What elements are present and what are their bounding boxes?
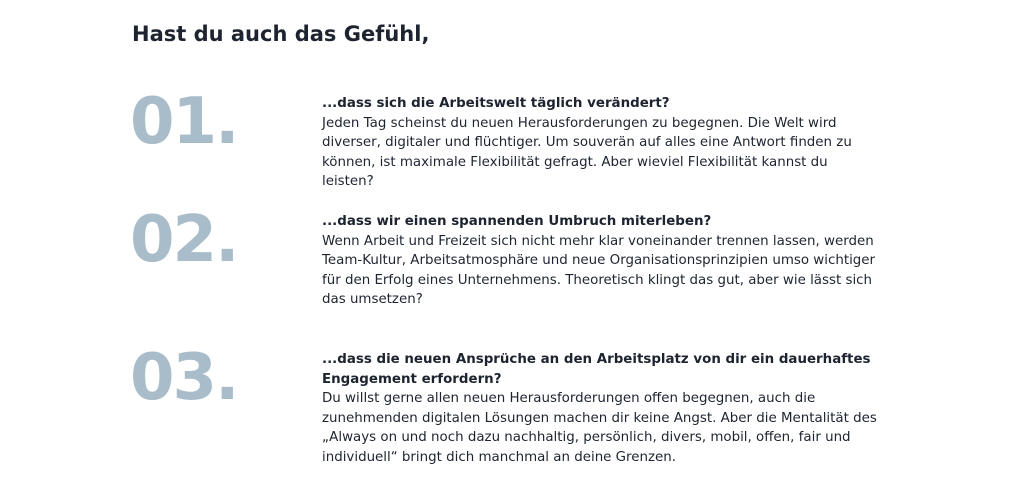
item-question: ...dass die neuen Ansprüche an den Arbeitsplatz von dir ein dauerhaftes Engagement erfordern? <box>322 352 871 387</box>
item-number: 01. <box>130 85 238 159</box>
item-text <box>322 212 882 310</box>
item-text <box>322 94 882 192</box>
item-body: Jeden Tag scheinst du neuen Herausforderungen zu begegnen. Die Welt wird diverser, digitaler und flüchtiger. Um souverän auf alles eine Antwort finden zu können, ist maximale Flexibilität gefragt. Aber wieviel Flexibilität kannst du leisten? <box>322 115 852 189</box>
item-question: ...dass sich die Arbeitswelt täglich verändert? <box>322 96 670 111</box>
item-body: Du willst gerne allen neuen Herausforderungen offen begegnen, auch die zunehmenden digitalen Lösungen machen dir keine Angst. Aber die Mentalität des „Always on und noch dazu nachhaltig, persönlich, divers, mobil, offen, fair und individuell“ bringt dich manchmal an deine Grenzen. <box>322 391 877 465</box>
item-question: ...dass wir einen spannenden Umbruch miterleben? <box>322 214 712 229</box>
item-number: 03. <box>130 341 238 415</box>
section-heading: Hast du auch das Gefühl, <box>132 22 430 46</box>
item-text <box>322 350 882 467</box>
item-body: Wenn Arbeit und Freizeit sich nicht mehr klar voneinander trennen lassen, werden Team-Kultur, Arbeitsatmosphäre und neue Organisationsprinzipien umso wichtiger für den Erfolg eines Unternehmens. Theoretisch klingt das gut, aber wie lässt sich das umsetzen? <box>322 233 876 307</box>
item-number: 02. <box>130 203 238 277</box>
